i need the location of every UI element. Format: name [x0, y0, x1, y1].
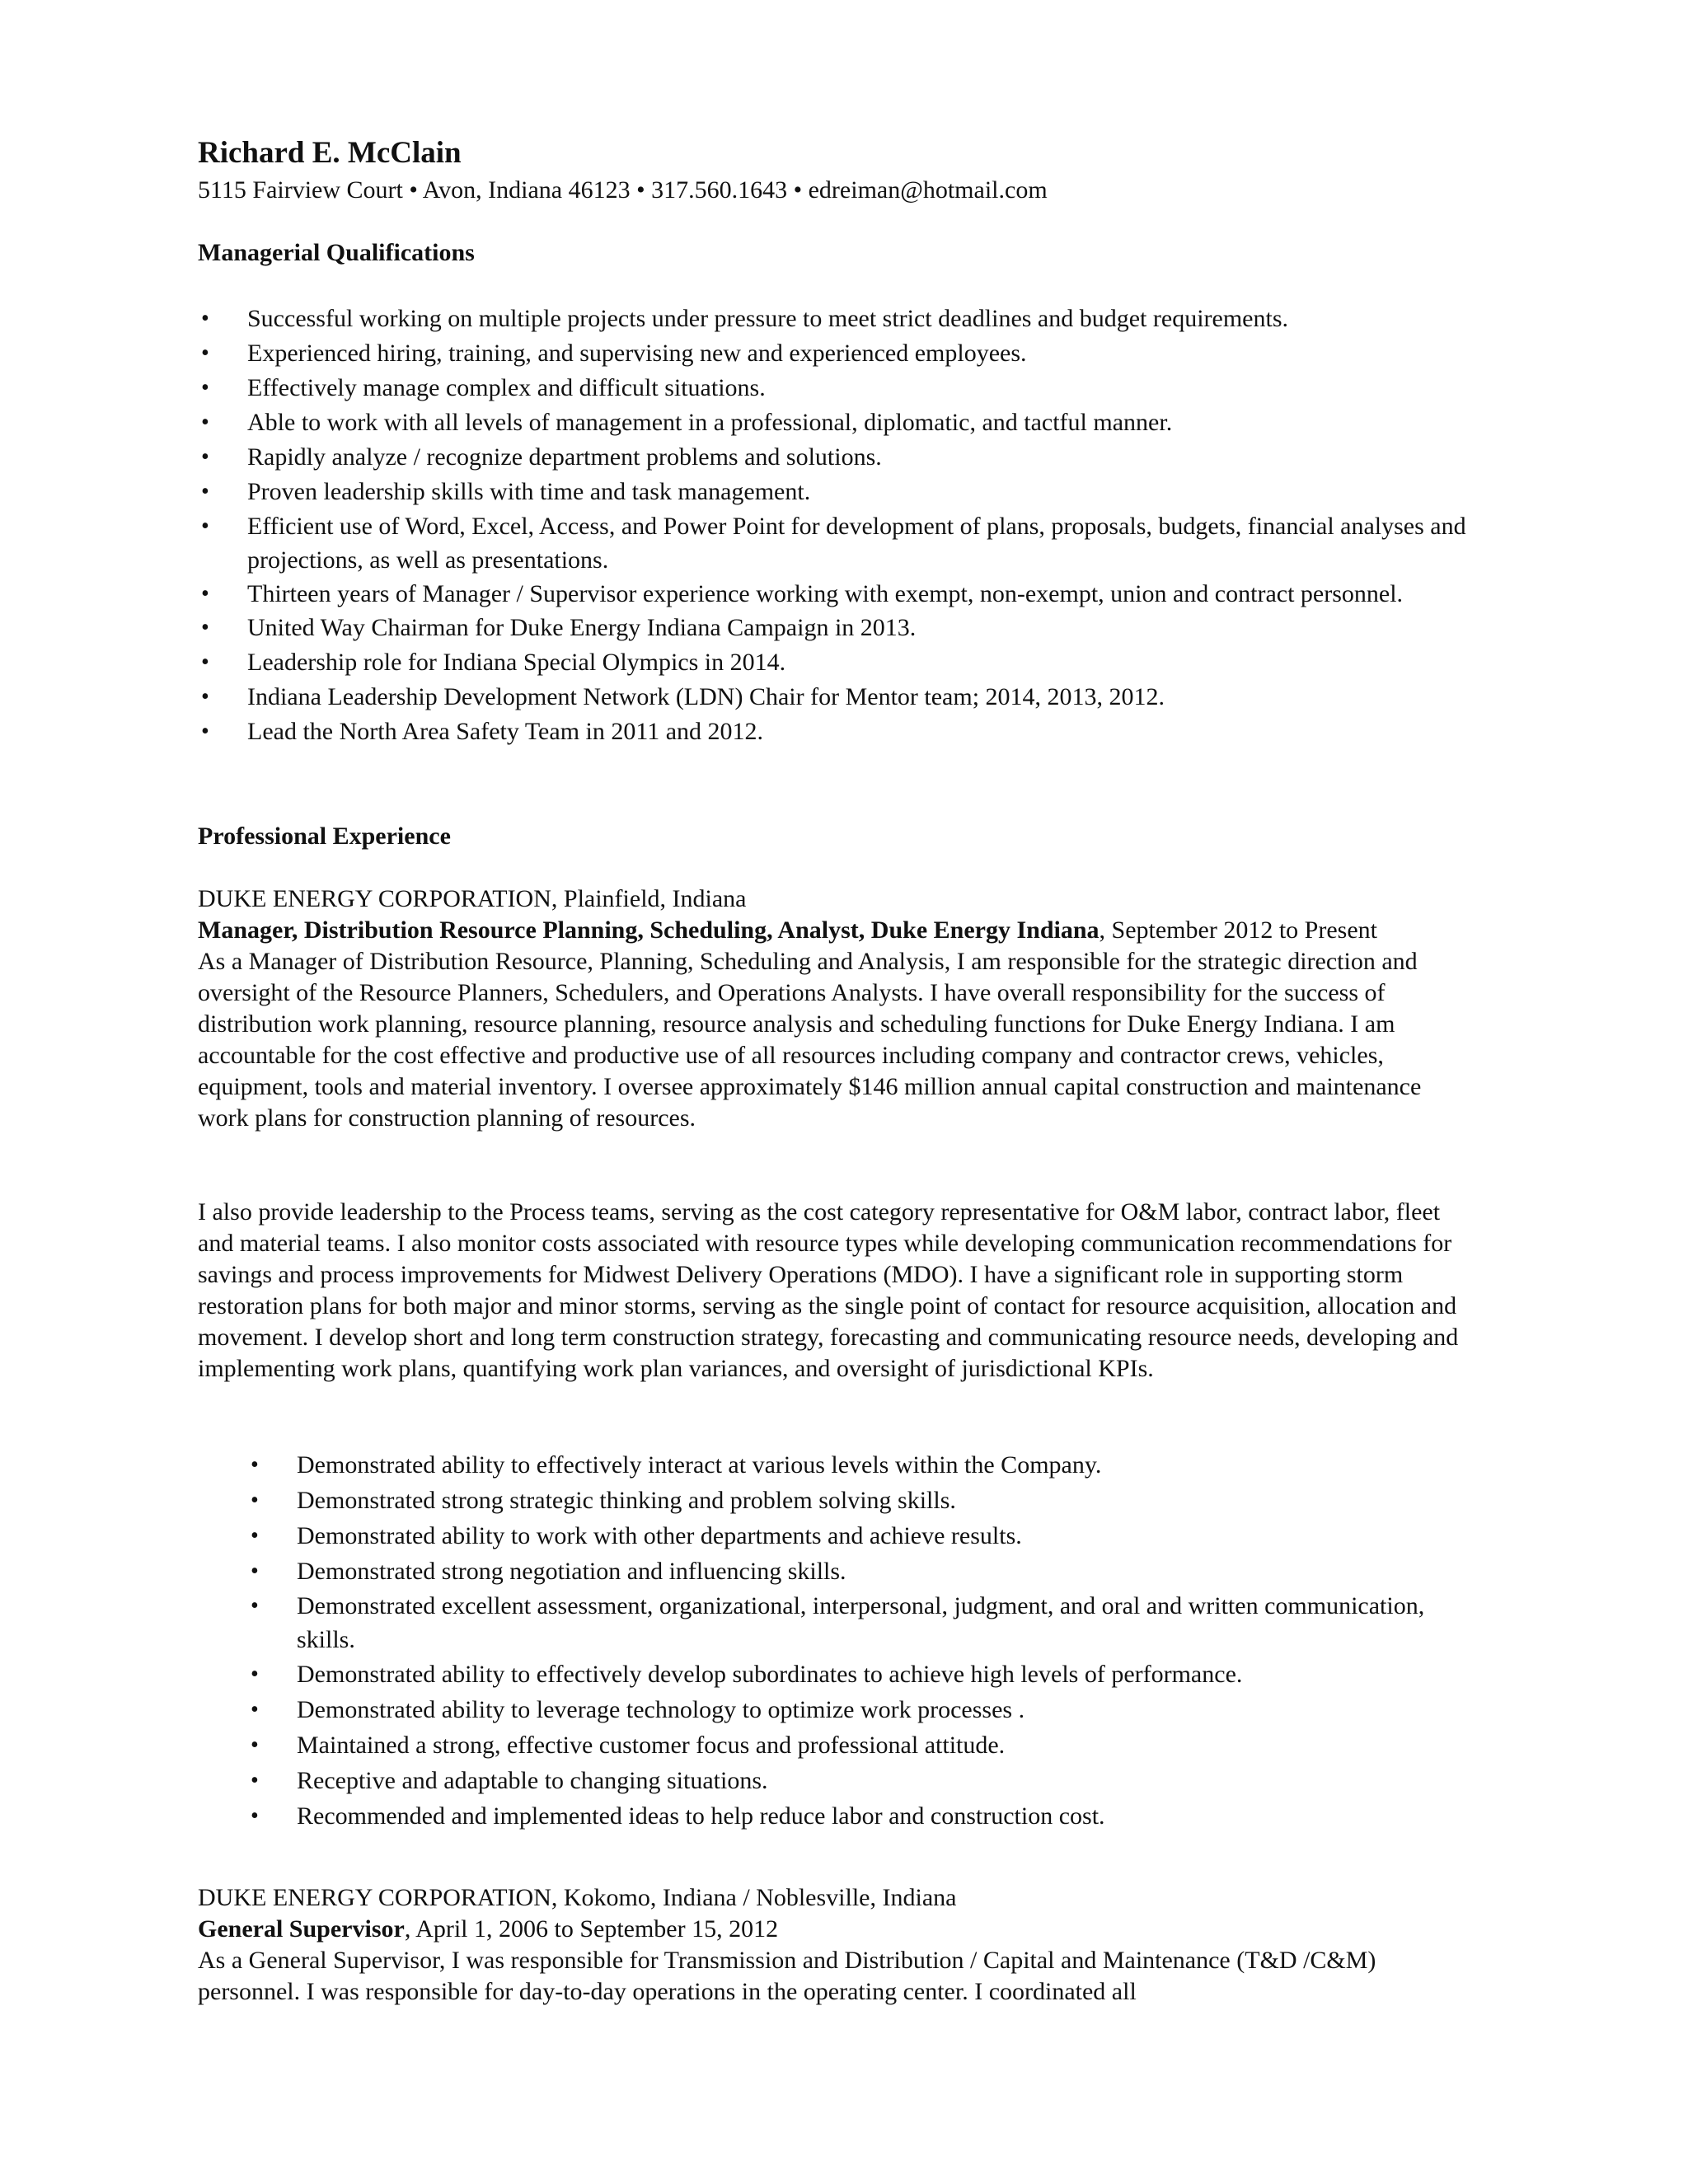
job-1-paragraph-2: I also provide leadership to the Process teams, serving as the cost category representative for O&M labor, contract labor, fleet and material teams. I also monitor costs associated with resource types while developing communication recommendations for savings and process improvements for Midwest Delivery Operations (MDO). I have a significant role in supporting storm restoration plans for both major and minor storms, serving as the single point of contact for resource acquisition, allocation and movement. I develop short and long term construction strategy, forecasting and communicating resource needs, developing and implementing work plans, quantifying work plan variances, and oversight of jurisdictional KPIs.	[198, 1198, 1459, 1382]
job-1-dates: , September 2012 to Present	[1099, 916, 1377, 944]
list-item: • Able to work with all levels of management in a professional, diplomatic, and tactful manner.	[198, 405, 1484, 440]
job-1-employer: DUKE ENERGY CORPORATION, Plainfield, Indiana	[198, 885, 747, 912]
job-1-description: As a Manager of Distribution Resource, Planning, Scheduling and Analysis, I am responsible for the strategic direction and oversight of the Resource Planners, Schedulers, and Operations Analysts. I have overall responsibility for the success of distribution work planning, resource planning, resource analysis and scheduling functions for Duke Energy Indiana. I am accountable for the cost effective and productive use of all resources including company and contractor crews, vehicles, equipment, tools and material inventory. I oversee approximately $146 million annual capital construction and maintenance work plans for construction planning of resources.	[198, 948, 1422, 1132]
list-item: • Demonstrated strong strategic thinking and problem solving skills.	[247, 1483, 1484, 1518]
list-item: • Demonstrated ability to work with other departments and achieve results.	[247, 1518, 1484, 1554]
job-1-achievements	[247, 1447, 1484, 1834]
list-item: • Successful working on multiple projects under pressure to meet strict deadlines and budget requirements.	[198, 302, 1484, 336]
list-item: • Rapidly analyze / recognize department problems and solutions.	[198, 440, 1484, 475]
list-item: • Demonstrated ability to effectively interact at various levels within the Company.	[247, 1447, 1484, 1483]
job-2-title: General Supervisor	[198, 1915, 405, 1943]
list-item: • United Way Chairman for Duke Energy Indiana Campaign in 2013.	[198, 611, 1484, 645]
contact-line: 5115 Fairview Court • Avon, Indiana 46123 • 317.560.1643 • edreiman@hotmail.com	[198, 176, 1048, 204]
candidate-name: Richard E. McClain	[198, 136, 462, 170]
list-item: • Lead the North Area Safety Team in 2011 and 2012.	[198, 715, 1484, 749]
list-item: • Proven leadership skills with time and task management.	[198, 475, 1484, 509]
experience-heading: Professional Experience	[198, 823, 451, 850]
job-2-employer: DUKE ENERGY CORPORATION, Kokomo, Indiana / Noblesville, Indiana	[198, 1884, 957, 1911]
list-item: • Recommended and implemented ideas to help reduce labor and construction cost.	[247, 1798, 1484, 1834]
list-item: • Demonstrated ability to leverage technology to optimize work processes .	[247, 1692, 1484, 1727]
job-2-dates: , April 1, 2006 to September 15, 2012	[404, 1915, 779, 1943]
list-item: • Demonstrated excellent assessment, organizational, interpersonal, judgment, and oral and written communication, skills.	[247, 1589, 1451, 1657]
list-item: • Effectively manage complex and difficult situations.	[198, 371, 1484, 405]
qualifications-heading: Managerial Qualifications	[198, 239, 475, 266]
job-1-title: Manager, Distribution Resource Planning, Scheduling, Analyst, Duke Energy Indiana	[198, 916, 1100, 944]
list-item: • Thirteen years of Manager / Supervisor experience working with exempt, non-exempt, union and contract personnel.	[198, 577, 1484, 611]
list-item: • Demonstrated ability to effectively develop subordinates to achieve high levels of performance.	[247, 1657, 1484, 1692]
job-1	[198, 883, 1475, 1134]
list-item: • Indiana Leadership Development Network (LDN) Chair for Mentor team; 2014, 2013, 2012.	[198, 680, 1484, 715]
list-item: • Maintained a strong, effective customer focus and professional attitude.	[247, 1727, 1484, 1763]
list-item: • Leadership role for Indiana Special Olympics in 2014.	[198, 645, 1484, 680]
resume-page	[198, 0, 1533, 2184]
job-1-title-line	[198, 915, 1475, 946]
list-item: • Efficient use of Word, Excel, Access, and Power Point for development of plans, proposals, budgets, financial analyses and projections, as well as presentations.	[198, 509, 1484, 577]
list-item: • Receptive and adaptable to changing situations.	[247, 1763, 1484, 1798]
job-2-description: As a General Supervisor, I was responsible for Transmission and Distribution / Capital and Maintenance (T&D /C&M) personnel. I was responsible for day-to-day operations in the operating center. I coordinated all	[198, 1947, 1376, 2005]
list-item: • Experienced hiring, training, and supervising new and experienced employees.	[198, 336, 1484, 371]
qualifications-list	[198, 302, 1484, 749]
list-item: • Demonstrated strong negotiation and influencing skills.	[247, 1554, 1484, 1589]
job-2-title-line	[198, 1914, 1475, 1945]
job-2	[198, 1882, 1475, 2008]
